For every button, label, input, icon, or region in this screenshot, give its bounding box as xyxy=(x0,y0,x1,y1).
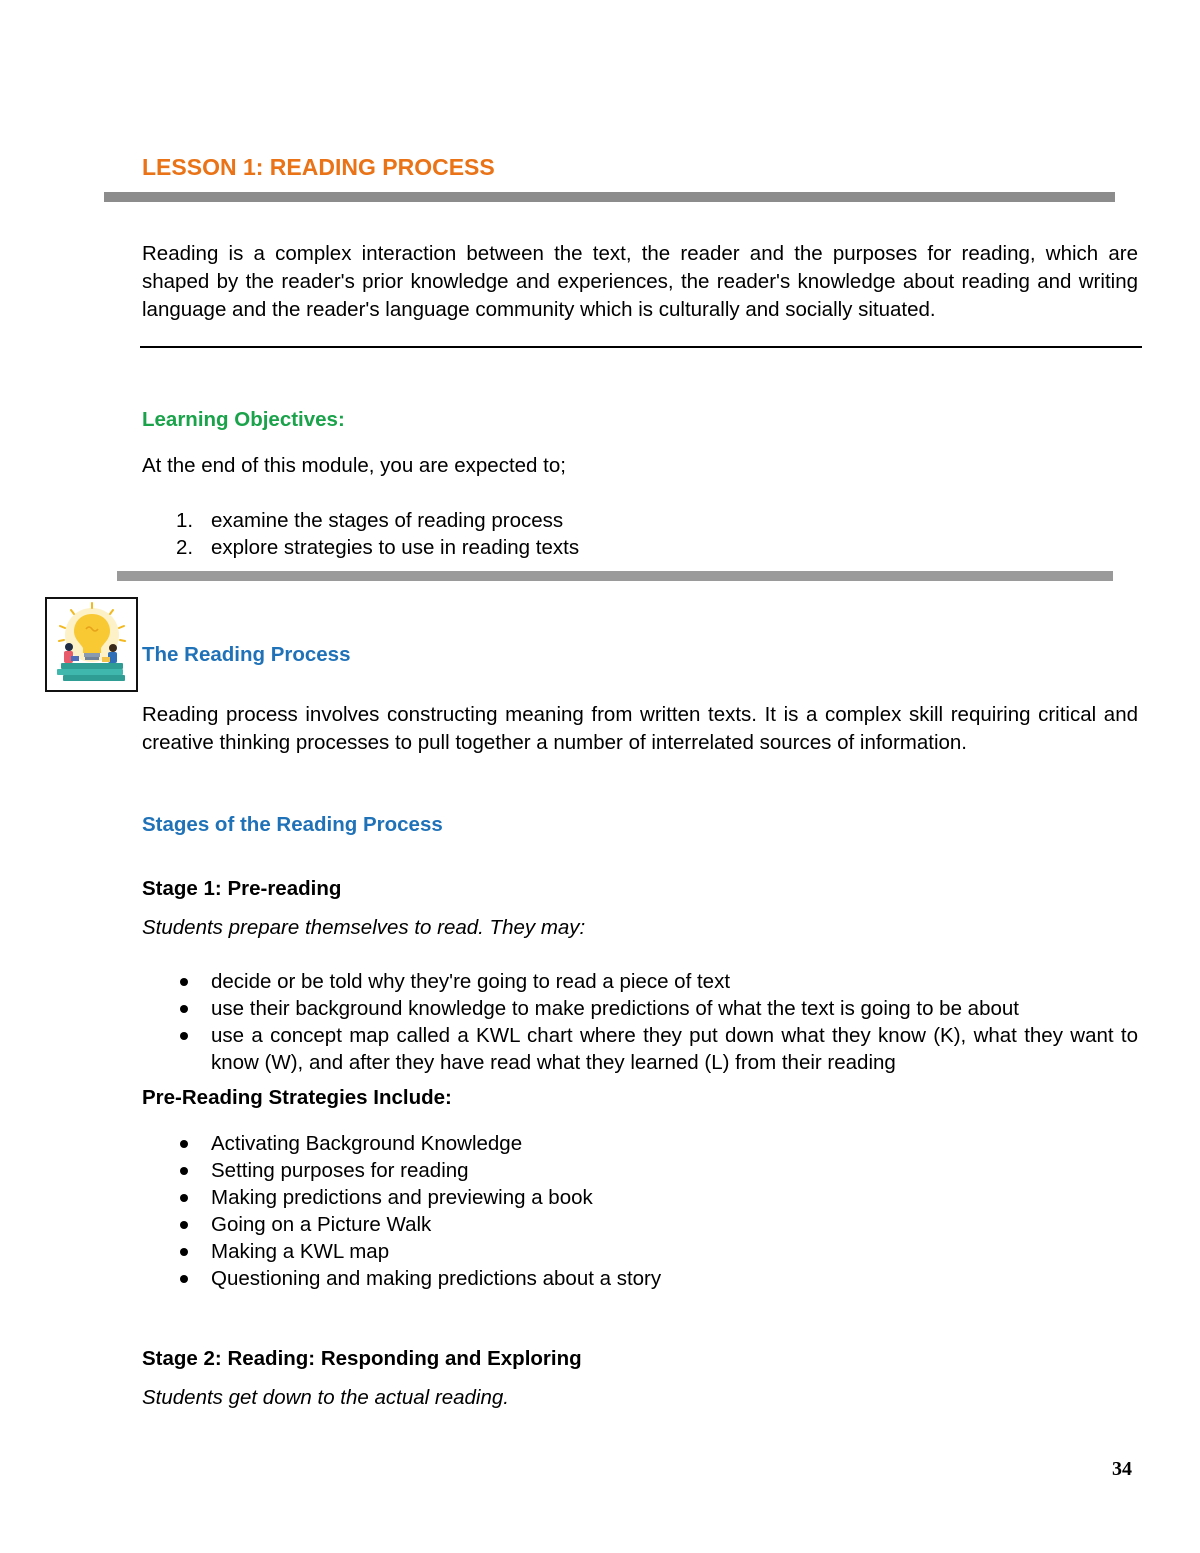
lesson-title: LESSON 1: READING PROCESS xyxy=(142,154,495,180)
reading-process-heading: The Reading Process xyxy=(142,643,351,666)
strategies-bullet-list xyxy=(176,1130,1138,1292)
list-item: Questioning and making predictions about a story xyxy=(176,1265,1138,1292)
stages-heading: Stages of the Reading Process xyxy=(142,813,443,836)
list-item: Setting purposes for reading xyxy=(176,1157,1138,1184)
stage1-intro: Students prepare themselves to read. They may: xyxy=(142,916,586,939)
intro-underline-rule xyxy=(140,346,1142,348)
lightbulb-books-icon xyxy=(45,597,138,692)
list-item: use their background knowledge to make predictions of what the text is going to be about xyxy=(176,995,1138,1022)
learning-objectives-heading: Learning Objectives: xyxy=(142,408,345,431)
list-item: decide or be told why they're going to read a piece of text xyxy=(176,968,1138,995)
title-divider xyxy=(104,192,1115,202)
list-item: Activating Background Knowledge xyxy=(176,1130,1138,1157)
strategies-heading: Pre-Reading Strategies Include: xyxy=(142,1086,452,1109)
list-number: 2. xyxy=(176,536,194,559)
list-item-text: explore strategies to use in reading texts xyxy=(211,536,580,559)
stage2-heading: Stage 2: Reading: Responding and Exploring xyxy=(142,1347,582,1370)
list-number: 1. xyxy=(176,509,194,532)
objectives-list xyxy=(176,507,579,561)
objectives-divider xyxy=(117,571,1113,581)
list-item xyxy=(176,507,579,534)
intro-paragraph: Reading is a complex interaction between the text, the reader and the purposes for reading, which are shaped by the reader's prior knowledge and experiences, the reader's knowledge about reading and writing language and the reader's language community which is culturally and socially situated. xyxy=(142,242,1138,321)
stage1-bullet-list xyxy=(176,968,1138,1076)
reading-process-paragraph: Reading process involves constructing meaning from written texts. It is a complex skill requiring critical and creative thinking processes to pull together a number of interrelated sources of information. xyxy=(142,703,1138,754)
list-item xyxy=(176,534,579,561)
stage1-heading: Stage 1: Pre-reading xyxy=(142,877,342,900)
stage2-intro: Students get down to the actual reading. xyxy=(142,1386,509,1409)
list-item: Going on a Picture Walk xyxy=(176,1211,1138,1238)
list-item: Making predictions and previewing a book xyxy=(176,1184,1138,1211)
list-item: use a concept map called a KWL chart where they put down what they know (K), what they want to know (W), and after they have read what they learned (L) from their reading xyxy=(176,1022,1138,1076)
list-item-text: examine the stages of reading process xyxy=(211,509,564,532)
page-number: 34 xyxy=(1112,1458,1132,1480)
objectives-lead: At the end of this module, you are expected to; xyxy=(142,454,566,477)
list-item: Making a KWL map xyxy=(176,1238,1138,1265)
